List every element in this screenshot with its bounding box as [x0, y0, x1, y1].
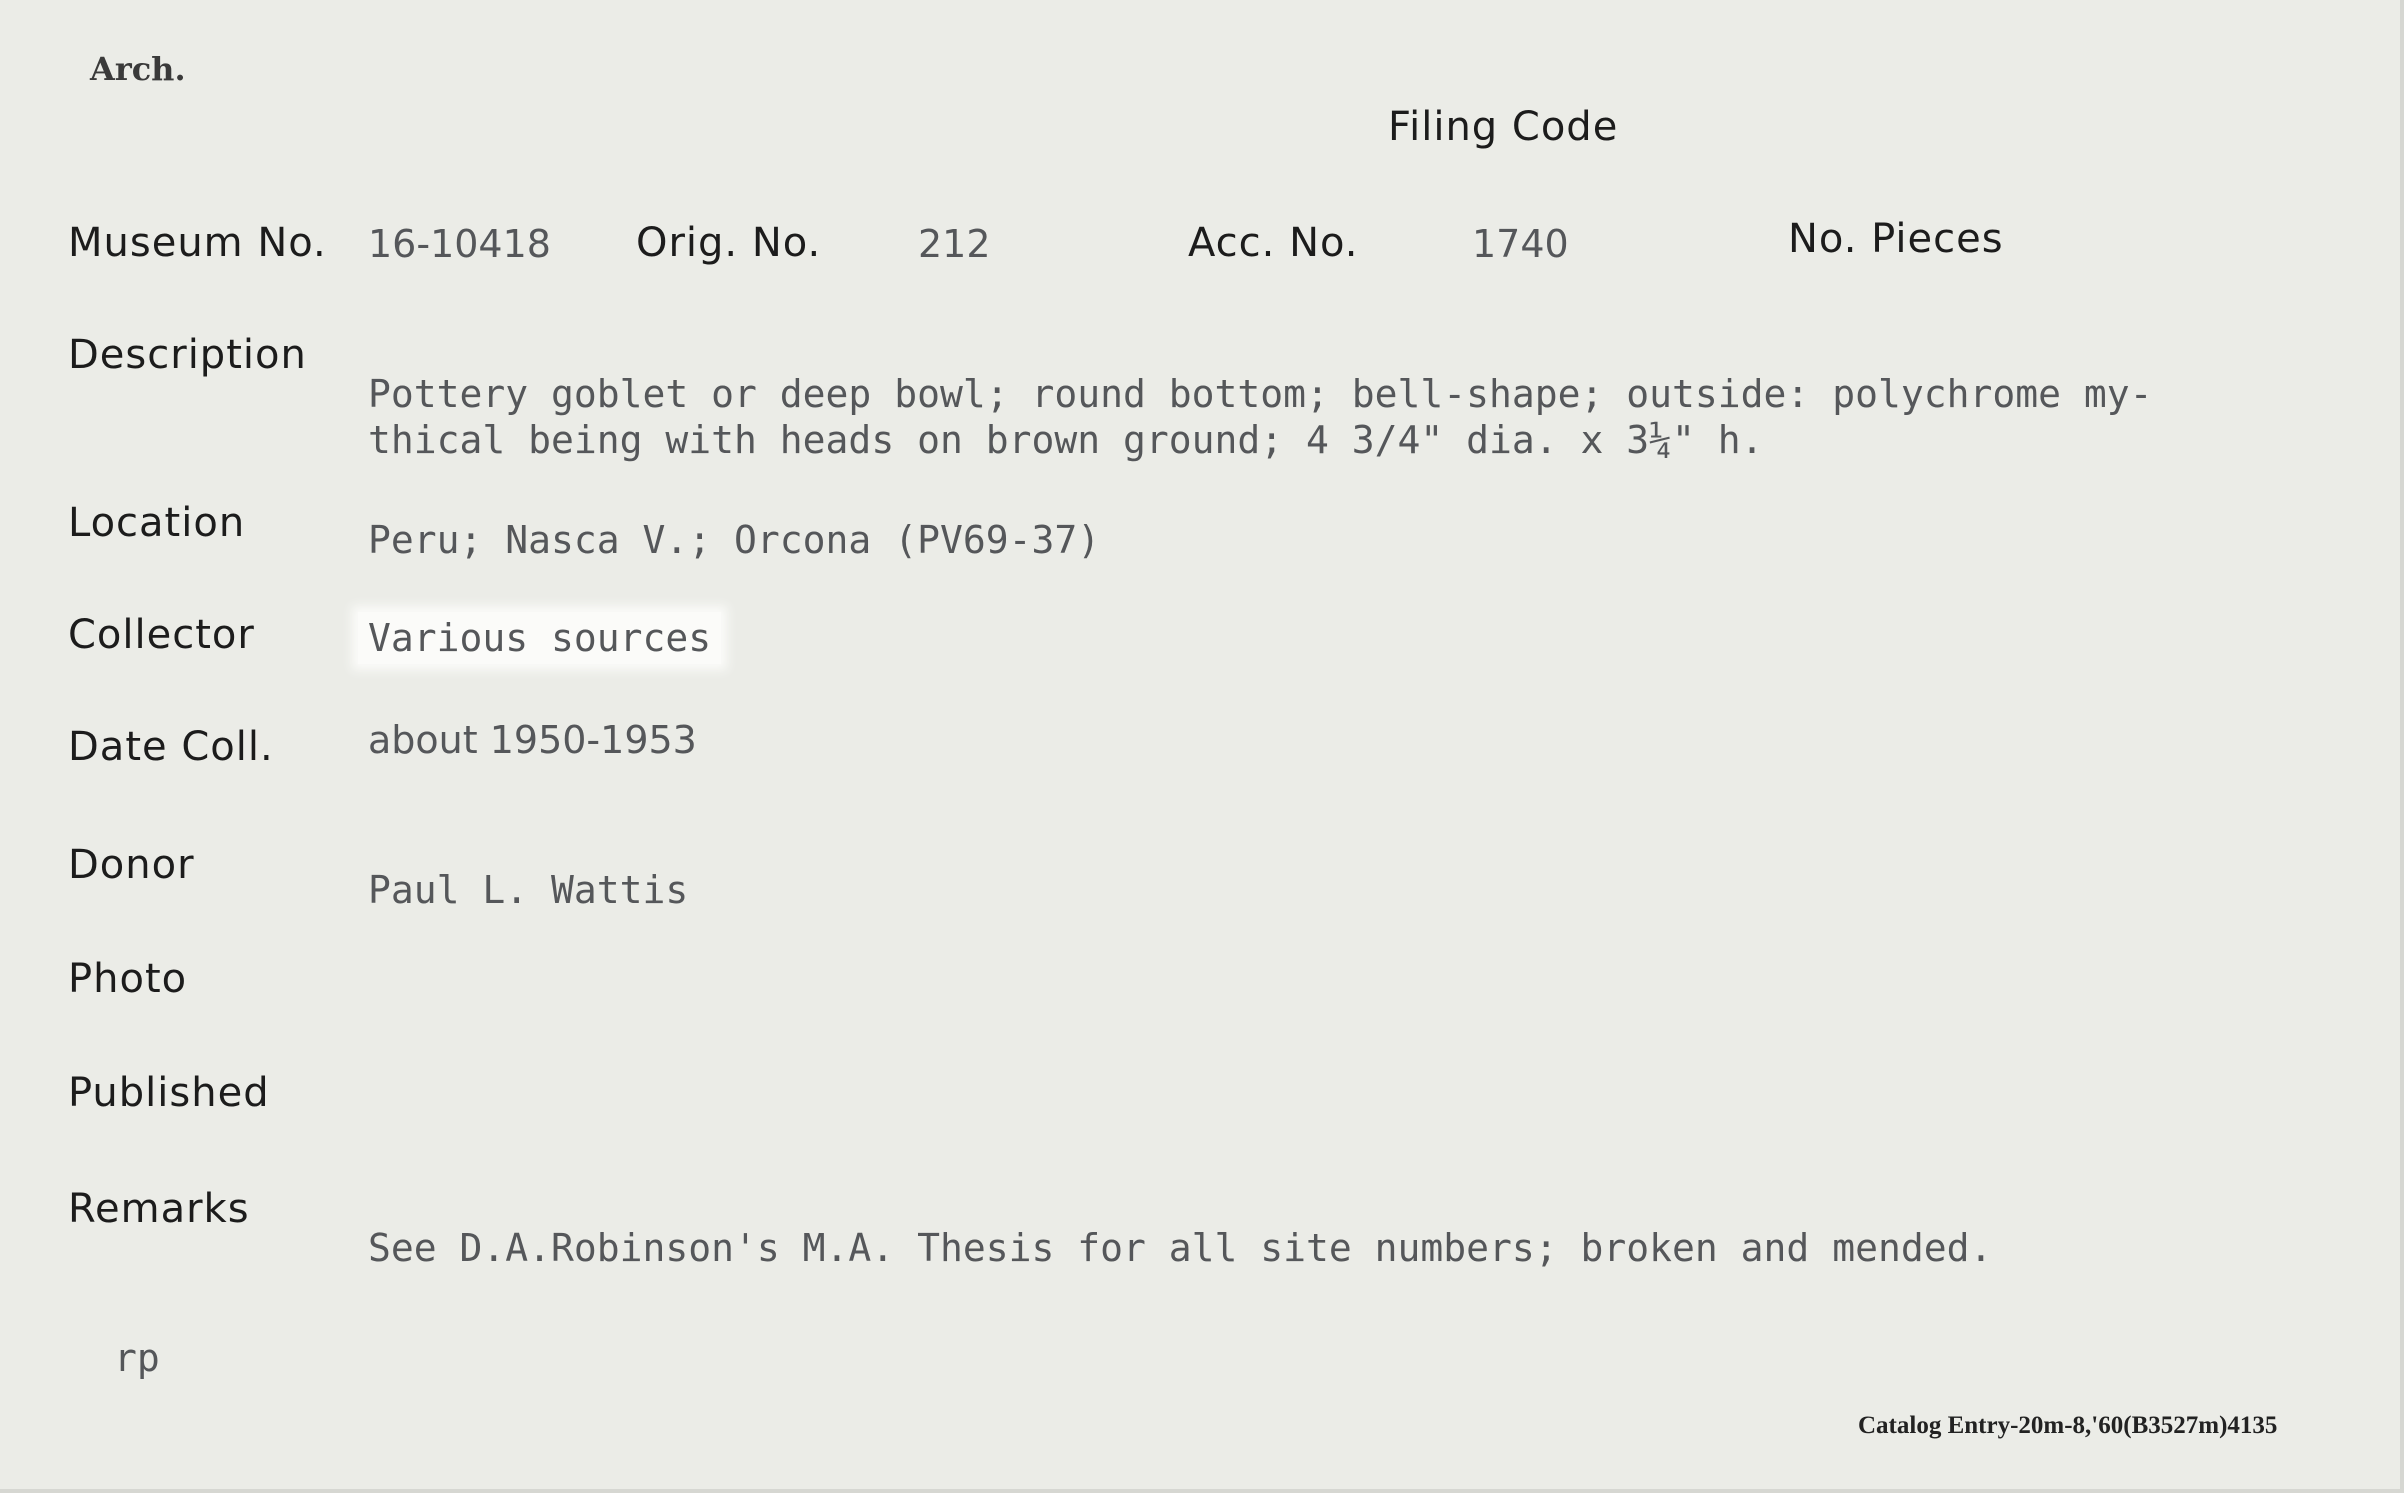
orig-no-label: Orig. No. — [636, 220, 822, 266]
donor-value: Paul L. Wattis — [368, 868, 689, 912]
acc-no-value: 1740 — [1472, 222, 1569, 266]
date-coll-value: about 1950-1953 — [368, 718, 697, 762]
remarks-value: See D.A.Robinson's M.A. Thesis for all site numbers; broken and mended. — [368, 1226, 1993, 1270]
description-line-1: Pottery goblet or deep bowl; round bottom; bell-shape; outside: polychrome my- — [368, 372, 2153, 416]
filing-code-label: Filing Code — [1388, 104, 1619, 150]
museum-no-label: Museum No. — [68, 220, 327, 266]
location-value: Peru; Nasca V.; Orcona (PV69-37) — [368, 518, 1101, 562]
photo-label: Photo — [68, 956, 188, 1002]
museum-no-value: 16-10418 — [368, 222, 551, 266]
description-label: Description — [68, 332, 307, 378]
footer-print-code: Catalog Entry-20m-8,'60(B3527m)4135 — [1858, 1412, 2278, 1439]
corner-note: Arch. — [90, 50, 186, 88]
no-pieces-label: No. Pieces — [1788, 216, 2004, 262]
collector-label: Collector — [68, 612, 255, 658]
collector-value: Various sources — [358, 612, 721, 664]
date-coll-label: Date Coll. — [68, 724, 274, 770]
published-label: Published — [68, 1070, 270, 1116]
typist-initials: rp — [114, 1336, 160, 1380]
orig-no-value: 212 — [918, 222, 991, 266]
remarks-label: Remarks — [68, 1186, 250, 1232]
location-label: Location — [68, 500, 246, 546]
collector-value-wrap — [368, 616, 721, 660]
description-line-2: thical being with heads on brown ground; 4 3/4" dia. x 3¼" h. — [368, 418, 1764, 462]
donor-label: Donor — [68, 842, 195, 888]
acc-no-label: Acc. No. — [1188, 220, 1359, 266]
